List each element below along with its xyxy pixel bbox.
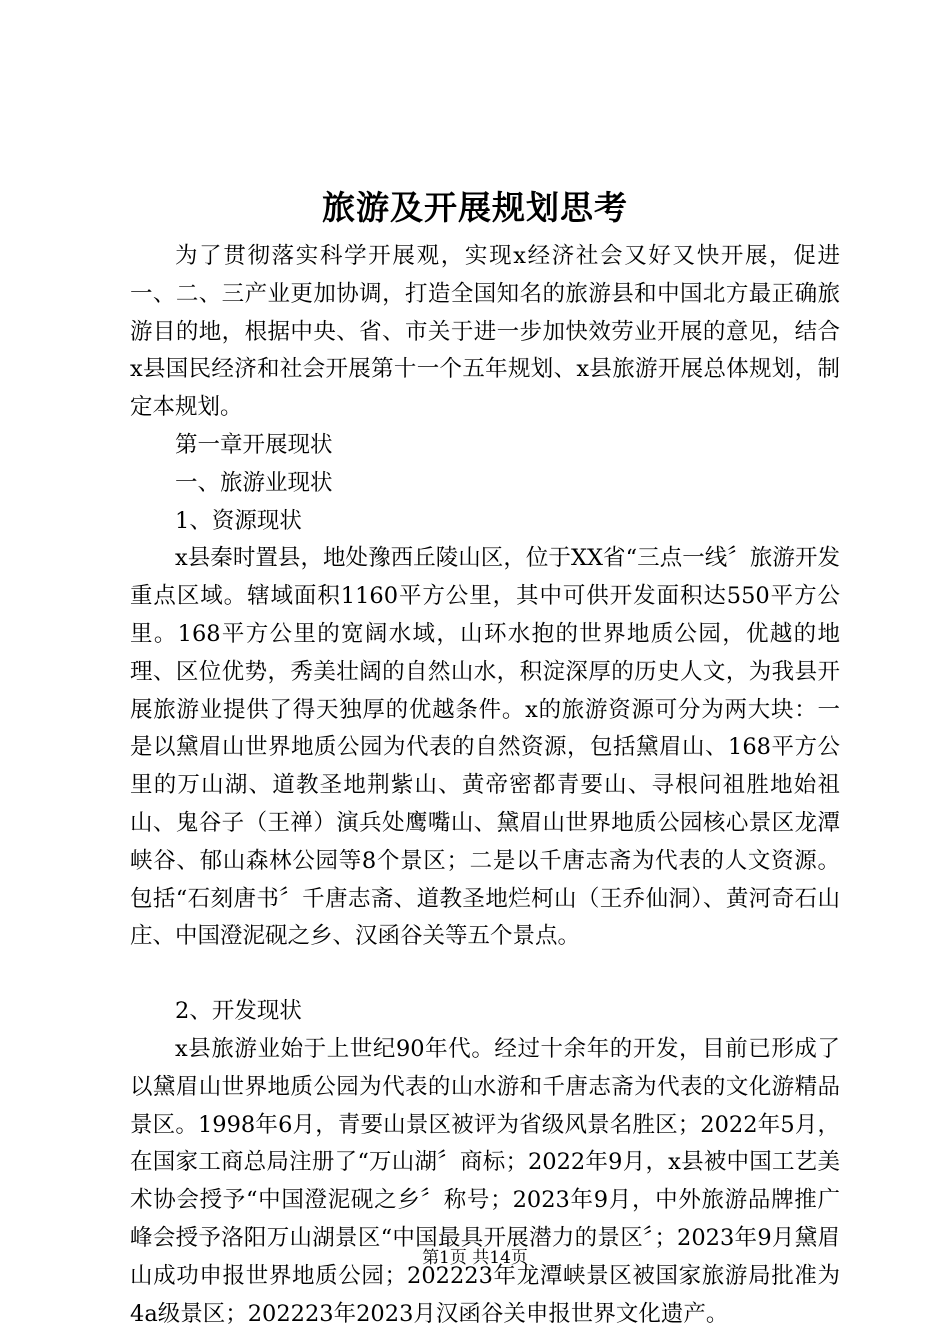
section-heading: 一、旅游业现状 <box>175 469 333 496</box>
resources-paragraph: x县秦时置县，地处豫西丘陵山区，位于XX省“三点一线〞旅游开发重点区域。辖域面积1160平方公里，其中可供开发面积达550平方公里。168平方公里的宽阔水域，山环水抱的世界地质公园，优越的地理、区位优势，秀美壮阔的自然山水，积淀深厚的历史人文，为我县开展旅游业提供了得天独厚的优越条件。x的旅游资源可分为两大块：一是以黛眉山世界地质公园为代表的自然资源，包括黛眉山、168平方公里的万山湖、道教圣地荆紫山、黄帝密都青要山、寻根问祖胜地始祖山、鬼谷子（王禅）演兵处鹰嘴山、黛眉山世界地质公园核心景区龙潭峡谷、郁山森林公园等8个景区；二是以千唐志斋为代表的人文资源。包括“石刻唐书〞千唐志斋、道教圣地烂柯山（王乔仙洞）、黄河奇石山庄、中国澄泥砚之乡、汉函谷关等五个景点。 <box>130 545 840 950</box>
document-body <box>130 238 840 1333</box>
intro-paragraph: 为了贯彻落实科学开展观，实现x经济社会又好又快开展，促进一、二、三产业更加协调，打造全国知名的旅游县和中国北方最正确旅游目的地，根据中央、省、市关于进一步加快效劳业开展的意见，结合x县国民经济和社会开展第十一个五年规划、x县旅游开展总体规划，制定本规划。 <box>130 243 840 421</box>
document-title: 旅游及开展规划思考 <box>322 188 628 227</box>
subsection-heading-resources: 1、资源现状 <box>175 507 302 534</box>
subsection-heading-development: 2、开发现状 <box>175 998 302 1025</box>
chapter-heading: 第一章开展现状 <box>175 431 333 458</box>
development-paragraph: x县旅游业始于上世纪90年代。经过十余年的开发，目前已形成了以黛眉山世界地质公园为代表的山水游和千唐志斋为代表的文化游精品景区。1998年6月，青要山景区被评为省级风景名胜区；2022年5月，在国家工商总局注册了“万山湖〞商标；2022年9月，x县被中国工艺美术协会授予“中国澄泥砚之乡〞称号；2023年9月，中外旅游品牌推广峰会授予洛阳万山湖景区“中国最具开展潜力的景区〞；2023年9月黛眉山成功申报世界地质公园；202223年龙潭峡景区被国家旅游局批准为4a级景区；202223年2023月汉函谷关申报世界文化遗产。 <box>130 1035 840 1327</box>
page-footer: 第1页 共14页 <box>422 1248 528 1268</box>
